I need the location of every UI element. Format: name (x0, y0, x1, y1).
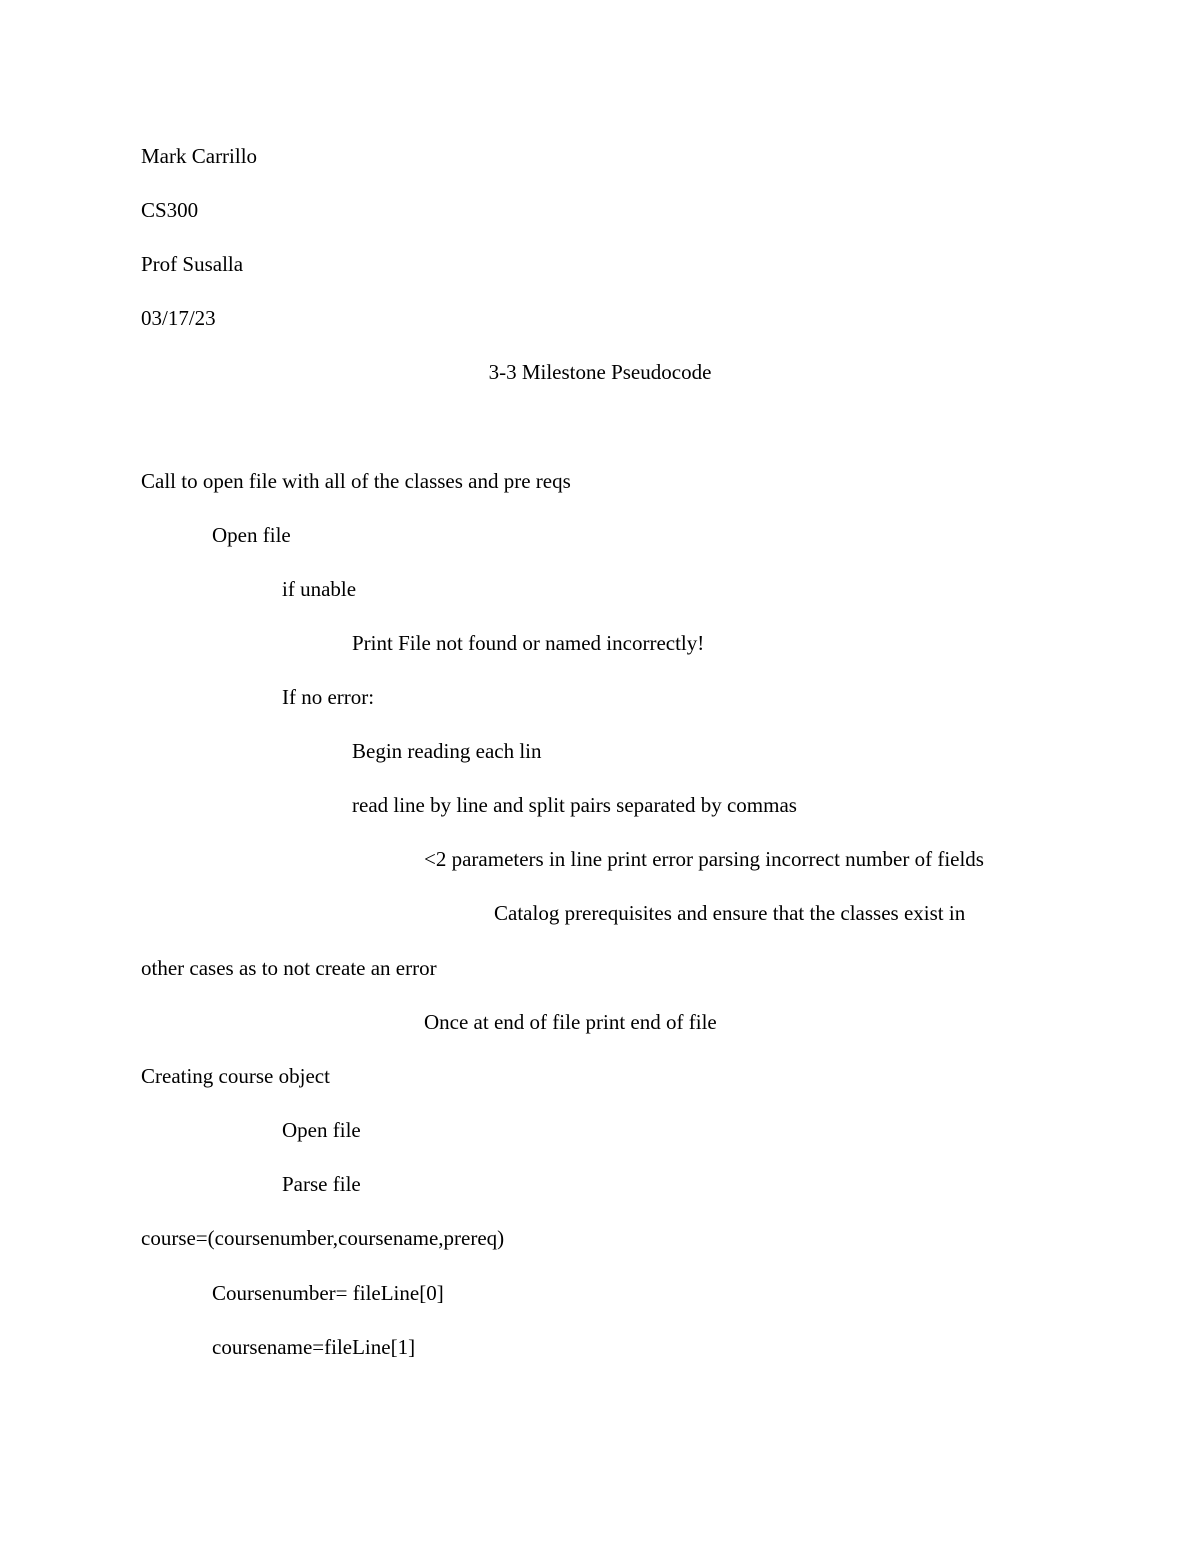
pseudocode-line: coursename=fileLine[1] (212, 1335, 416, 1359)
professor-name: Prof Susalla (141, 252, 244, 276)
pseudocode-line: Catalog prerequisites and ensure that the classes exist in (494, 901, 966, 925)
pseudocode-line: Open file (282, 1118, 361, 1142)
course-code: CS300 (141, 198, 199, 222)
pseudocode-line: <2 parameters in line print error parsing incorrect number of fields (424, 847, 984, 871)
author-name: Mark Carrillo (141, 144, 258, 168)
pseudocode-line: Open file (212, 523, 291, 547)
pseudocode-line: Coursenumber= fileLine[0] (212, 1281, 444, 1305)
pseudocode-line: Call to open file with all of the classes and pre reqs (141, 469, 571, 493)
pseudocode-line: Parse file (282, 1172, 361, 1196)
pseudocode-line: other cases as to not create an error (141, 956, 437, 980)
pseudocode-line: Print File not found or named incorrectly! (352, 631, 705, 655)
pseudocode-line: read line by line and split pairs separated by commas (352, 793, 797, 817)
pseudocode-line: if unable (282, 577, 357, 601)
document-date: 03/17/23 (141, 306, 216, 330)
pseudocode-line: If no error: (282, 685, 375, 709)
pseudocode-line: course=(coursenumber,coursename,prereq) (141, 1226, 505, 1250)
pseudocode-line: Begin reading each lin (352, 739, 542, 763)
pseudocode-line: Once at end of file print end of file (424, 1010, 717, 1034)
document-title: 3-3 Milestone Pseudocode (488, 360, 712, 384)
pseudocode-line: Creating course object (141, 1064, 330, 1088)
